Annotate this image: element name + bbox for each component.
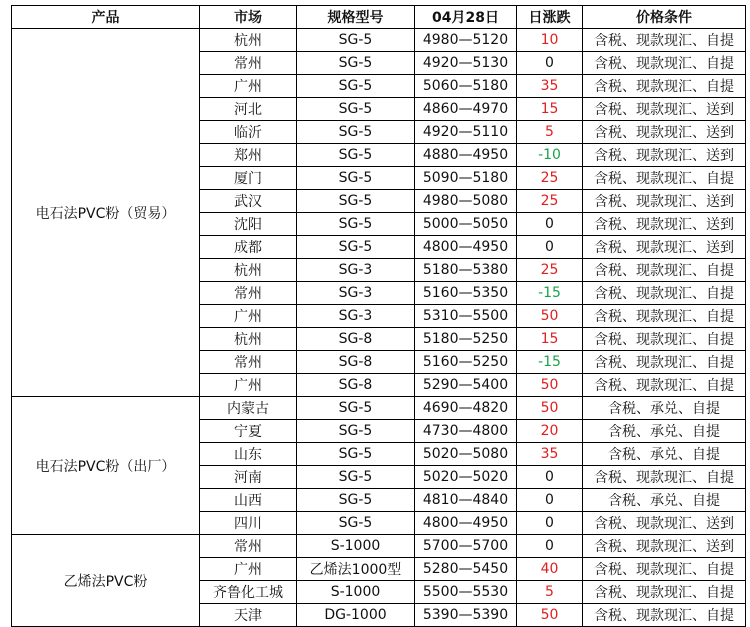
market-cell: 常州 (200, 351, 297, 374)
spec-cell: SG-5 (297, 420, 415, 443)
table-row (12, 535, 746, 558)
spec-cell: SG-5 (297, 213, 415, 236)
price-terms-cell: 含税、现款现汇、送到 (583, 190, 746, 213)
price-range-cell: 4810—4840 (415, 489, 517, 512)
market-cell: 四川 (200, 512, 297, 535)
daily-change-cell: 0 (517, 466, 583, 489)
daily-change-cell: 0 (517, 213, 583, 236)
price-range-cell: 4800—4950 (415, 512, 517, 535)
price-range-cell: 4980—5120 (415, 29, 517, 52)
daily-change-cell: -15 (517, 282, 583, 305)
price-range-cell: 5060—5180 (415, 75, 517, 98)
price-terms-cell: 含税、现款现汇、自提 (583, 29, 746, 52)
header-product: 产品 (12, 6, 200, 29)
price-terms-cell: 含税、现款现汇、自提 (583, 52, 746, 75)
product-cell: 电石法PVC粉（贸易） (12, 29, 200, 397)
market-cell: 天津 (200, 604, 297, 627)
price-range-cell: 4920—5110 (415, 121, 517, 144)
price-terms-cell: 含税、现款现汇、自提 (583, 351, 746, 374)
price-terms-cell: 含税、现款现汇、送到 (583, 144, 746, 167)
market-cell: 常州 (200, 52, 297, 75)
price-range-cell: 4690—4820 (415, 397, 517, 420)
daily-change-cell: 35 (517, 443, 583, 466)
market-cell: 武汉 (200, 190, 297, 213)
price-range-cell: 4800—4950 (415, 236, 517, 259)
market-cell: 郑州 (200, 144, 297, 167)
table-row (12, 397, 746, 420)
spec-cell: SG-5 (297, 98, 415, 121)
price-range-cell: 4730—4800 (415, 420, 517, 443)
daily-change-cell: 15 (517, 328, 583, 351)
daily-change-cell: 50 (517, 374, 583, 397)
market-cell: 齐鲁化工城 (200, 581, 297, 604)
daily-change-cell: 0 (517, 236, 583, 259)
pvc-price-table (11, 5, 746, 627)
price-terms-cell: 含税、现款现汇、送到 (583, 236, 746, 259)
price-terms-cell: 含税、现款现汇、自提 (583, 328, 746, 351)
spec-cell: SG-3 (297, 305, 415, 328)
price-range-cell: 5390—5390 (415, 604, 517, 627)
table-body (12, 29, 746, 627)
price-range-cell: 4920—5130 (415, 52, 517, 75)
header-terms: 价格条件 (583, 6, 746, 29)
daily-change-cell: 15 (517, 98, 583, 121)
market-cell: 广州 (200, 305, 297, 328)
spec-cell: SG-5 (297, 397, 415, 420)
price-range-cell: 4880—4950 (415, 144, 517, 167)
spec-cell: S-1000 (297, 581, 415, 604)
spec-cell: SG-8 (297, 328, 415, 351)
price-terms-cell: 含税、现款现汇、送到 (583, 512, 746, 535)
daily-change-cell: 0 (517, 489, 583, 512)
daily-change-cell: 5 (517, 121, 583, 144)
market-cell: 杭州 (200, 328, 297, 351)
header-market: 市场 (200, 6, 297, 29)
market-cell: 河北 (200, 98, 297, 121)
spec-cell: SG-5 (297, 52, 415, 75)
price-range-cell: 5180—5380 (415, 259, 517, 282)
price-terms-cell: 含税、承兑、自提 (583, 489, 746, 512)
price-range-cell: 5090—5180 (415, 167, 517, 190)
daily-change-cell: 25 (517, 167, 583, 190)
market-cell: 山西 (200, 489, 297, 512)
spec-cell: SG-3 (297, 282, 415, 305)
daily-change-cell: 35 (517, 75, 583, 98)
price-range-cell: 5280—5450 (415, 558, 517, 581)
price-terms-cell: 含税、现款现汇、送到 (583, 98, 746, 121)
market-cell: 厦门 (200, 167, 297, 190)
price-range-cell: 4980—5080 (415, 190, 517, 213)
daily-change-cell: 10 (517, 29, 583, 52)
daily-change-cell: 50 (517, 604, 583, 627)
price-terms-cell: 含税、现款现汇、自提 (583, 167, 746, 190)
spec-cell: SG-5 (297, 512, 415, 535)
price-range-cell: 5160—5350 (415, 282, 517, 305)
market-cell: 内蒙古 (200, 397, 297, 420)
product-cell: 乙烯法PVC粉 (12, 535, 200, 627)
spec-cell: SG-5 (297, 190, 415, 213)
header-change: 日涨跌 (517, 6, 583, 29)
daily-change-cell: 25 (517, 259, 583, 282)
market-cell: 常州 (200, 535, 297, 558)
price-terms-cell: 含税、现款现汇、自提 (583, 259, 746, 282)
price-range-cell: 5180—5250 (415, 328, 517, 351)
daily-change-cell: 40 (517, 558, 583, 581)
price-terms-cell: 含税、现款现汇、自提 (583, 305, 746, 328)
price-terms-cell: 含税、承兑、自提 (583, 397, 746, 420)
spec-cell: SG-5 (297, 75, 415, 98)
price-range-cell: 5020—5080 (415, 443, 517, 466)
header-spec: 规格型号 (297, 6, 415, 29)
price-terms-cell: 含税、现款现汇、自提 (583, 282, 746, 305)
price-terms-cell: 含税、现款现汇、自提 (583, 374, 746, 397)
price-terms-cell: 含税、现款现汇、送到 (583, 535, 746, 558)
spec-cell: SG-3 (297, 259, 415, 282)
daily-change-cell: 50 (517, 397, 583, 420)
price-terms-cell: 含税、承兑、自提 (583, 443, 746, 466)
price-terms-cell: 含税、现款现汇、自提 (583, 581, 746, 604)
daily-change-cell: 0 (517, 535, 583, 558)
daily-change-cell: 0 (517, 52, 583, 75)
price-terms-cell: 含税、承兑、自提 (583, 420, 746, 443)
price-range-cell: 5310—5500 (415, 305, 517, 328)
price-terms-cell: 含税、现款现汇、自提 (583, 604, 746, 627)
market-cell: 宁夏 (200, 420, 297, 443)
spec-cell: S-1000 (297, 535, 415, 558)
daily-change-cell: 25 (517, 190, 583, 213)
spec-cell: SG-8 (297, 374, 415, 397)
price-range-cell: 5160—5250 (415, 351, 517, 374)
spec-cell: DG-1000 (297, 604, 415, 627)
daily-change-cell: 5 (517, 581, 583, 604)
price-range-cell: 5290—5400 (415, 374, 517, 397)
price-range-cell: 4860—4970 (415, 98, 517, 121)
daily-change-cell: -15 (517, 351, 583, 374)
spec-cell: SG-5 (297, 489, 415, 512)
spec-cell: 乙烯法1000型 (297, 558, 415, 581)
spec-cell: SG-5 (297, 144, 415, 167)
spec-cell: SG-8 (297, 351, 415, 374)
daily-change-cell: 50 (517, 305, 583, 328)
spec-cell: SG-5 (297, 29, 415, 52)
daily-change-cell: -10 (517, 144, 583, 167)
price-range-cell: 5000—5050 (415, 213, 517, 236)
daily-change-cell: 0 (517, 512, 583, 535)
market-cell: 沈阳 (200, 213, 297, 236)
market-cell: 广州 (200, 374, 297, 397)
price-range-cell: 5700—5700 (415, 535, 517, 558)
market-cell: 常州 (200, 282, 297, 305)
price-terms-cell: 含税、现款现汇、自提 (583, 466, 746, 489)
spec-cell: SG-5 (297, 167, 415, 190)
spec-cell: SG-5 (297, 443, 415, 466)
spec-cell: SG-5 (297, 466, 415, 489)
market-cell: 成都 (200, 236, 297, 259)
header-row (12, 6, 746, 29)
price-table-container (11, 5, 745, 627)
market-cell: 杭州 (200, 29, 297, 52)
daily-change-cell: 20 (517, 420, 583, 443)
product-cell: 电石法PVC粉（出厂） (12, 397, 200, 535)
market-cell: 广州 (200, 75, 297, 98)
spec-cell: SG-5 (297, 121, 415, 144)
price-terms-cell: 含税、现款现汇、自提 (583, 558, 746, 581)
price-terms-cell: 含税、现款现汇、自提 (583, 75, 746, 98)
market-cell: 临沂 (200, 121, 297, 144)
price-terms-cell: 含税、现款现汇、送到 (583, 213, 746, 236)
spec-cell: SG-5 (297, 236, 415, 259)
price-terms-cell: 含税、现款现汇、送到 (583, 121, 746, 144)
market-cell: 河南 (200, 466, 297, 489)
header-date: 04月28日 (415, 6, 517, 29)
market-cell: 广州 (200, 558, 297, 581)
price-range-cell: 5500—5530 (415, 581, 517, 604)
price-range-cell: 5020—5020 (415, 466, 517, 489)
market-cell: 山东 (200, 443, 297, 466)
market-cell: 杭州 (200, 259, 297, 282)
table-row (12, 29, 746, 52)
